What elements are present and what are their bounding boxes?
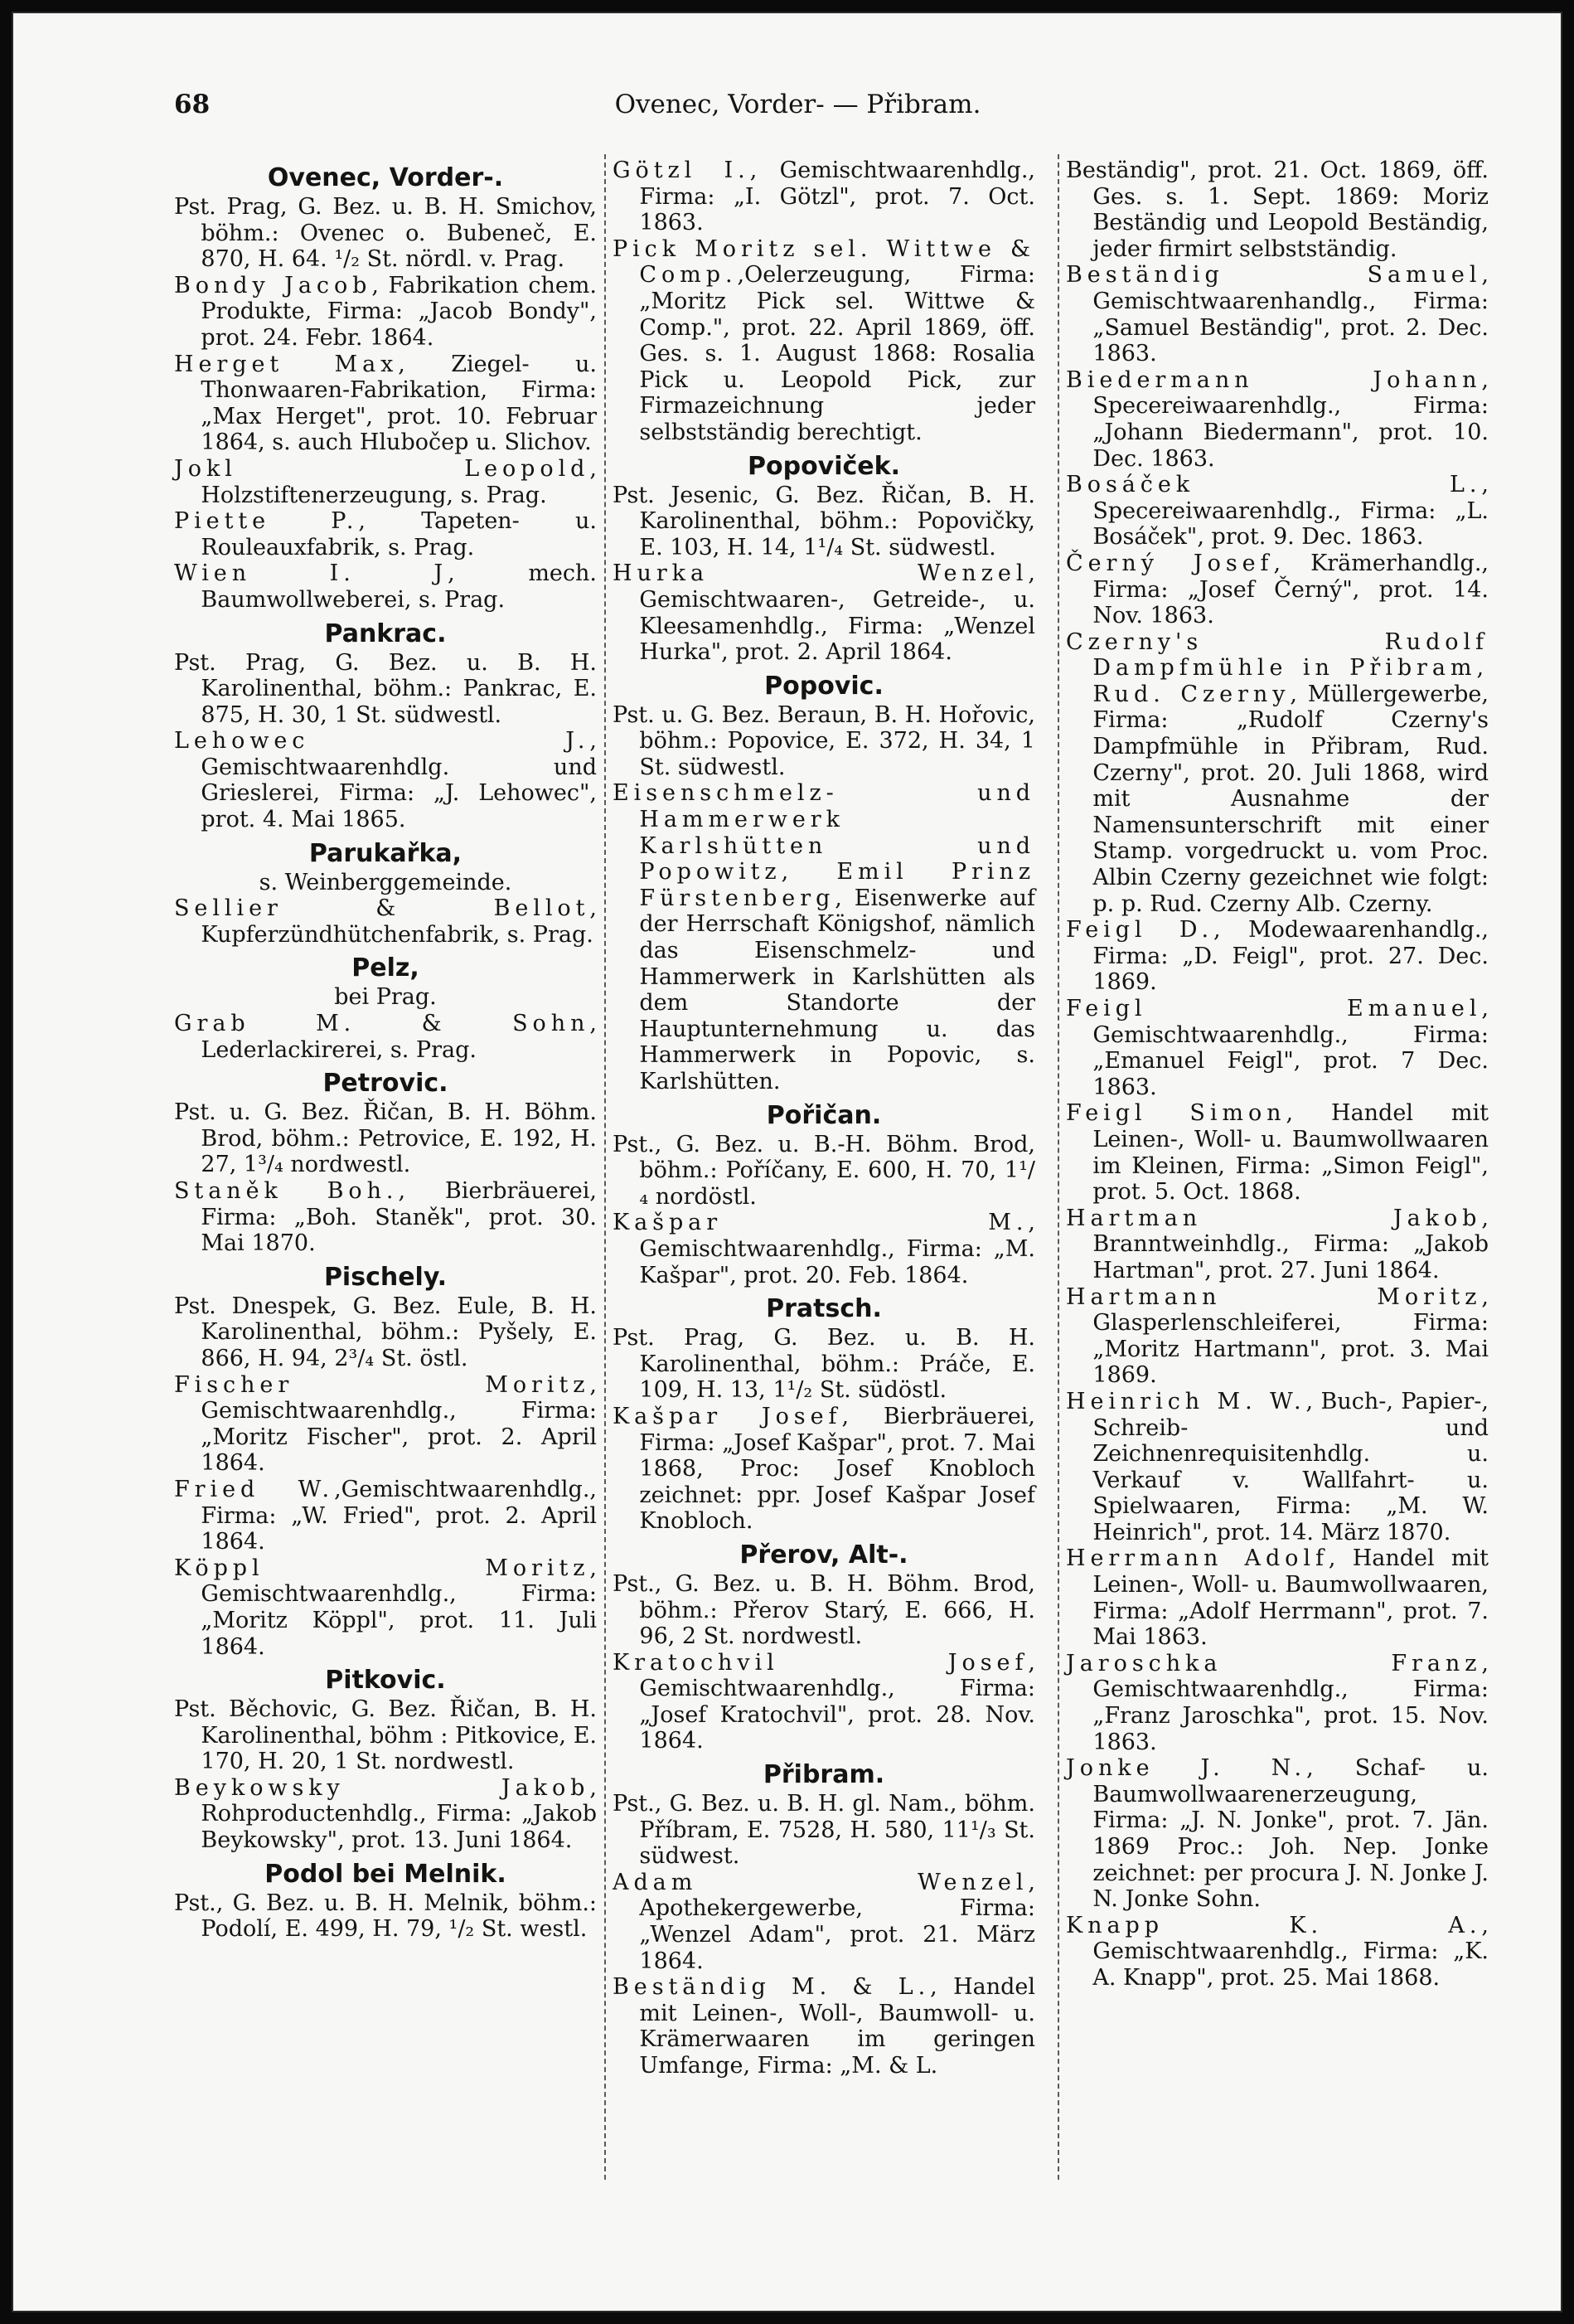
directory-entry — [174, 508, 597, 560]
directory-entry — [174, 1372, 597, 1477]
entry-name: Hartman Jakob — [1066, 1205, 1482, 1231]
directory-entry — [1066, 917, 1489, 996]
entry-text: Pst., G. Bez. u. B. H. gl. Nam., böhm. Příbram, E. 7528, H. 580, 11¹/₃ St. südwest. — [613, 1791, 1035, 1870]
entry-text: , Gemischtwaarenhdlg., Firma: „Emanuel Feigl", prot. 7 Dec. 1863. — [1092, 996, 1489, 1100]
directory-entry — [174, 1775, 597, 1854]
place-info — [613, 1571, 1035, 1650]
entry-name: Herget Max — [174, 351, 399, 377]
entry-text: , Müllergewerbe, Firma: „Rudolf Czerny's Dampfmühle in Přibram, Rud. Czerny", prot. 20. Juli 1868, wird mit Ausnahme der Namensunterschrift mit einer Stamp. vorgedruckt u. vom Proc. Albin Czerny gezeichnet wie folgt: p. p. Rud. Czerny Alb. Czerny. — [1092, 681, 1489, 917]
entry-name: Köppl Moritz — [174, 1555, 590, 1581]
entry-text: , Modewaarenhandlg., Firma: „D. Feigl", prot. 27. Dec. 1869. — [1092, 917, 1489, 996]
entry-text: , Gemischtwaarenhdlg., Firma: „Josef Kratochvil", prot. 28. Nov. 1864. — [639, 1649, 1035, 1754]
place-info — [613, 702, 1035, 781]
place-heading: Přibram. — [763, 1760, 885, 1790]
place-heading: Ovenec, Vorder-. — [267, 163, 504, 192]
place-heading: Pischely. — [323, 1262, 448, 1292]
entry-text: , Gemischtwaarenhdlg., Firma: „I. Götzl", prot. 7. Oct. 1863. — [639, 158, 1035, 236]
column-divider — [604, 154, 606, 2180]
entry-text: , Glasperlenschleiferei, Firma: „Moritz Hartmann", prot. 3. Mai 1869. — [1092, 1283, 1489, 1389]
directory-entry — [174, 895, 597, 948]
directory-entry — [1066, 551, 1489, 629]
entry-name: Pick Moritz sel. Wittwe & Comp. — [613, 235, 1035, 289]
column-3 — [1066, 158, 1489, 1992]
entry-text: , Specereiwaarenhdlg., Firma: „L. Bosáček", prot. 9. Dec. 1863. — [1092, 472, 1489, 551]
entry-text: , Bierbräuerei, Firma: „Boh. Staněk", prot. 30. Mai 1870. — [201, 1178, 597, 1257]
entry-name: Kratochvil Josef — [613, 1649, 1029, 1676]
column-divider — [1058, 154, 1059, 2180]
place-heading: Popoviček. — [748, 451, 900, 481]
directory-entry — [174, 728, 597, 832]
entry-text: Pst. u. G. Bez. Řičan, B. H. Böhm. Brod, böhm.: Petrovice, E. 192, H. 27, 1³/₄ nordwestl. — [174, 1099, 597, 1178]
entry-name: Beykowsky Jakob — [174, 1774, 590, 1801]
place-info — [174, 1293, 597, 1372]
entry-text: , Specereiwaarenhdlg., Firma: „Johann Biedermann", prot. 10. Dec. 1863. — [1092, 366, 1489, 472]
entry-text: Pst., G. Bez. u. B. H. Böhm. Brod, böhm.: Přerov Starý, E. 666, H. 96, 2 St. nordwestl. — [613, 1570, 1035, 1650]
entry-text: , Holzstiftenerzeugung, s. Prag. — [201, 455, 597, 508]
entry-text: , Handel mit Leinen-, Woll-, Baumwoll- u. Krämerwaaren im geringen Umfange, Firma: „M. & L. — [639, 1974, 1035, 2079]
directory-entry — [1066, 1389, 1489, 1546]
directory-entry — [1066, 1651, 1489, 1755]
place-info — [613, 1325, 1035, 1404]
place-heading: Parukařka, — [308, 838, 463, 868]
entry-text: Pst. Dnespek, G. Bez. Eule, B. H. Karolinenthal, böhm.: Pyšely, E. 866, H. 94, 2³/₄ St. östl. — [174, 1293, 597, 1371]
entry-text: , Handel mit Leinen-, Woll- u. Baumwollwaaren im Kleinen, Firma: „Simon Feigl", prot. 5. Oct. 1868. — [1092, 1100, 1489, 1206]
entry-text: , Gemischtwaarenhdlg. und Grieslerei, Firma: „J. Lehowec", prot. 4. Mai 1865. — [201, 728, 597, 833]
directory-entry — [1066, 1913, 1489, 1992]
place-info — [1066, 158, 1489, 262]
entry-name: Beständig Samuel — [1066, 262, 1482, 289]
place-info — [174, 650, 597, 729]
entry-name: Fischer Moritz — [174, 1371, 590, 1398]
entry-name: Fried W. — [174, 1476, 335, 1502]
entry-text: Beständig", prot. 21. Oct. 1869, öff. Ges. s. 1. Sept. 1869: Moriz Beständig und Leopold Beständig, jeder firmirt selbstständig. — [1066, 158, 1489, 262]
directory-entry — [1066, 996, 1489, 1100]
directory-entry — [174, 456, 597, 508]
entry-text: , Gemischtwaarenhandlg., Firma: „Samuel Beständig", prot. 2. Dec. 1863. — [1092, 262, 1489, 367]
entry-name: Sellier & Bellot — [174, 895, 590, 922]
entry-text: ,Gemischtwaarenhdlg., Firma: „W. Fried", prot. 2. April 1864. — [201, 1476, 597, 1555]
entry-name: Kašpar Josef — [613, 1403, 842, 1429]
directory-entry — [1066, 1284, 1489, 1389]
entry-name: Bosáček L. — [1066, 472, 1482, 498]
entry-name: Kašpar M. — [613, 1210, 1029, 1236]
entry-name: Heinrich M. W. — [1066, 1388, 1306, 1414]
directory-entry — [613, 1870, 1035, 1974]
place-note: s. Weinberggemeinde. — [259, 869, 512, 895]
entry-text: Pst. Prag, G. Bez. u. B. H. Karolinenthal, böhm.: Pankrac, E. 875, H. 30, 1 St. südwestl. — [174, 649, 597, 728]
place-info — [613, 1132, 1035, 1211]
directory-entry — [613, 1974, 1035, 2079]
place-heading: Pitkovic. — [325, 1666, 446, 1696]
place-heading: Popovic. — [764, 671, 884, 701]
directory-entry — [174, 1178, 597, 1257]
place-info — [174, 194, 597, 273]
entry-text: Pst., G. Bez. u. B.-H. Böhm. Brod, böhm.: Poříčany, E. 600, H. 70, 1¹/₄ nordöstl. — [613, 1131, 1035, 1210]
entry-name: Biedermann Johann — [1066, 366, 1482, 393]
directory-entry — [1066, 367, 1489, 472]
entry-name: Knapp K. A. — [1066, 1912, 1482, 1938]
entry-text: , Ziegel- u. Thonwaaren-Fabrikation, Firma: „Max Herget", prot. 10. Februar 1864, s. auch Hlubočep u. Slichov. — [201, 351, 597, 456]
entry-text: ,Oelerzeugung, Firma: „Moritz Pick sel. Wittwe & Comp.", prot. 22. April 1869, öff. Ges. s. 1. August 1868: Rosalia Pick u. Leopold Pick, zur Firmazeichnung jeder selbstständig berechtigt. — [639, 262, 1035, 445]
entry-name: Jaroschka Franz — [1066, 1650, 1482, 1676]
column-1 — [174, 158, 597, 1943]
entry-text: , Gemischtwaarenhdlg., Firma: „M. Kašpar", prot. 20. Feb. 1864. — [639, 1210, 1035, 1288]
entry-text: , Handel mit Leinen-, Woll- u. Baumwollwaaren, Firma: „Adolf Herrmann", prot. 7. Mai 1863. — [1092, 1545, 1489, 1651]
entry-name: Piette P. — [174, 508, 359, 535]
entry-text: , Lederlackirerei, s. Prag. — [201, 1011, 597, 1063]
place-heading: Petrovic. — [322, 1069, 448, 1099]
entry-text: , Rohproductenhdlg., Firma: „Jakob Beykowsky", prot. 13. Juni 1864. — [201, 1774, 597, 1854]
directory-entry — [613, 780, 1035, 1094]
place-info — [174, 1696, 597, 1775]
entry-text: , Bierbräuerei, Firma: „Josef Kašpar", prot. 7. Mai 1868, Proc: Josef Knobloch zeichnet: ppr. Josef Kašpar Josef Knobloch. — [639, 1403, 1035, 1535]
directory-entry — [613, 1210, 1035, 1288]
entry-text: , Tapeten- u. Rouleauxfabrik, s. Prag. — [201, 508, 597, 560]
entry-name: Feigl Simon — [1066, 1100, 1286, 1127]
entry-text: , Buch-, Papier-, Schreib- und Zeichnenrequisitenhdlg. u. Verkauf v. Wallfahrt- u. Spielwaaren, Firma: „M. W. Heinrich", prot. 14. März 1870. — [1092, 1388, 1489, 1545]
place-info — [174, 1099, 597, 1178]
entry-text: , Branntweinhdlg., Firma: „Jakob Hartman", prot. 27. Juni 1864. — [1092, 1205, 1489, 1283]
place-note: bei Prag. — [334, 984, 437, 1011]
entry-text: , Eisenwerke auf der Herrschaft Königshof, nämlich das Eisenschmelz- und Hammerwerk in Karlshütten als dem Standorte der Hauptunternehmung u. das Hammerwerk in Popovic, s. Karlshütten. — [639, 885, 1035, 1094]
directory-entry — [613, 236, 1035, 446]
directory-entry — [1066, 1755, 1489, 1913]
entry-text: Pst. Jesenic, G. Bez. Řičan, B. H. Karolinenthal, böhm.: Popovičky, E. 103, H. 14, 1¹/₄ St. südwestl. — [613, 482, 1035, 560]
directory-entry — [1066, 472, 1489, 551]
place-heading: Přerov, Alt-. — [739, 1540, 908, 1570]
place-info — [174, 1890, 597, 1943]
entry-text: , mech. Baumwollweberei, s. Prag. — [201, 560, 597, 613]
directory-entry — [1066, 1206, 1489, 1284]
directory-entry — [613, 158, 1035, 236]
directory-entry — [174, 1011, 597, 1063]
entry-text: Pst. u. G. Bez. Beraun, B. H. Hořovic, böhm.: Popovice, E. 372, H. 34, 1 St. südwestl. — [613, 701, 1035, 780]
entry-name: Hartmann Moritz — [1066, 1283, 1482, 1310]
directory-entry — [174, 1555, 597, 1660]
place-heading: Podol bei Melnik. — [264, 1859, 506, 1889]
directory-entry — [174, 560, 597, 613]
entry-name: Götzl I. — [613, 158, 750, 183]
entry-text: Pst. Běchovic, G. Bez. Řičan, B. H. Karolinenthal, böhm : Pitkovice, E. 170, H. 20, 1 St. nordwestl. — [174, 1696, 597, 1775]
place-heading: Pankrac. — [324, 619, 447, 648]
directory-entry — [1066, 262, 1489, 366]
directory-entry — [1066, 1100, 1489, 1205]
place-heading: Pratsch. — [766, 1294, 882, 1324]
entry-text: , Krämerhandlg., Firma: „Josef Černý", prot. 14. Nov. 1863. — [1092, 550, 1489, 629]
entry-text: , Gemischtwaarenhdlg., Firma: „Franz Jaroschka", prot. 15. Nov. 1863. — [1092, 1650, 1489, 1755]
directory-entry — [174, 1477, 597, 1555]
entry-text: , Apothekergewerbe, Firma: „Wenzel Adam", prot. 21. März 1864. — [639, 1869, 1035, 1974]
entry-name: Jonke J. N. — [1066, 1755, 1307, 1782]
entry-text: Pst. Prag, G. Bez. u. B. H. Karolinenthal, böhm.: Práče, E. 109, H. 13, 1¹/₂ St. südöstl. — [613, 1325, 1035, 1404]
directory-entry — [613, 1404, 1035, 1535]
entry-text: , Gemischtwaarenhdlg., Firma: „Moritz Fischer", prot. 2. April 1864. — [201, 1371, 597, 1477]
entry-text: , Fabrikation chem. Produkte, Firma: „Jacob Bondy", prot. 24. Febr. 1864. — [201, 272, 597, 351]
entry-name: Beständig M. & L. — [613, 1974, 931, 2001]
page-number: 68 — [174, 90, 211, 119]
page-header — [174, 88, 1421, 121]
entry-name: Staněk Boh. — [174, 1178, 399, 1204]
place-heading: Pelz, — [351, 953, 419, 983]
directory-entry — [1066, 1545, 1489, 1650]
entry-name: Jokl Leopold — [174, 455, 590, 482]
running-head: Ovenec, Vorder- — Přibram. — [614, 90, 981, 119]
entry-name: Eisenschmelz- und Hammerwerk Karlshütten und Popowitz, Emil Prinz Fürstenberg — [613, 780, 1035, 911]
entry-name: Grab M. & Sohn — [174, 1011, 590, 1037]
entry-name: Hurka Wenzel — [613, 560, 1029, 587]
entry-name: Feigl D. — [1066, 917, 1213, 944]
entry-name: Černý Josef — [1066, 550, 1274, 576]
entry-text: , Schaf- u. Baumwollwaarenerzeugung, Firma: „J. N. Jonke", prot. 7. Jän. 1869 Proc.: Joh. Nep. Jonke zeichnet: per procura J. N. Jonke J. N. Jonke Sohn. — [1092, 1755, 1489, 1913]
entry-name: Herrmann Adolf — [1066, 1545, 1329, 1572]
entry-text: , Kupferzündhütchenfabrik, s. Prag. — [201, 895, 597, 948]
directory-entry — [613, 560, 1035, 665]
entry-text: , Gemischtwaarenhdlg., Firma: „Moritz Köppl", prot. 11. Juli 1864. — [201, 1555, 597, 1660]
directory-entry — [174, 352, 597, 456]
entry-name: Feigl Emanuel — [1066, 996, 1482, 1021]
entry-name: Wien I. J — [174, 560, 448, 587]
column-2 — [613, 158, 1035, 2079]
directory-entry — [613, 1650, 1035, 1754]
entry-text: Pst., G. Bez. u. B. H. Melnik, böhm.: Podolí, E. 499, H. 79, ¹/₂ St. westl. — [174, 1890, 597, 1943]
entry-name: Adam Wenzel — [613, 1869, 1029, 1895]
directory-entry — [1066, 629, 1489, 918]
entry-text: , Gemischtwaaren-, Getreide-, u. Kleesamenhdlg., Firma: „Wenzel Hurka", prot. 2. April 1864. — [639, 560, 1035, 666]
entry-name: Czerny's Rudolf Dampfmühle in Přibram, Rud. Czerny — [1066, 628, 1489, 707]
entry-text: , Gemischtwaarenhdlg., Firma: „K. A. Knapp", prot. 25. Mai 1868. — [1092, 1912, 1489, 1991]
place-heading: Pořičan. — [766, 1100, 882, 1130]
place-info — [613, 483, 1035, 561]
entry-name: Lehowec J. — [174, 728, 590, 754]
entry-text: Pst. Prag, G. Bez. u. B. H. Smichov, böhm.: Ovenec o. Bubeneč, E. 870, H. 64. ¹/₂ St. nördl. v. Prag. — [174, 194, 597, 273]
directory-entry — [174, 273, 597, 352]
place-info — [613, 1791, 1035, 1870]
entry-name: Bondy Jacob — [174, 272, 372, 298]
directory-page — [12, 12, 1562, 2312]
